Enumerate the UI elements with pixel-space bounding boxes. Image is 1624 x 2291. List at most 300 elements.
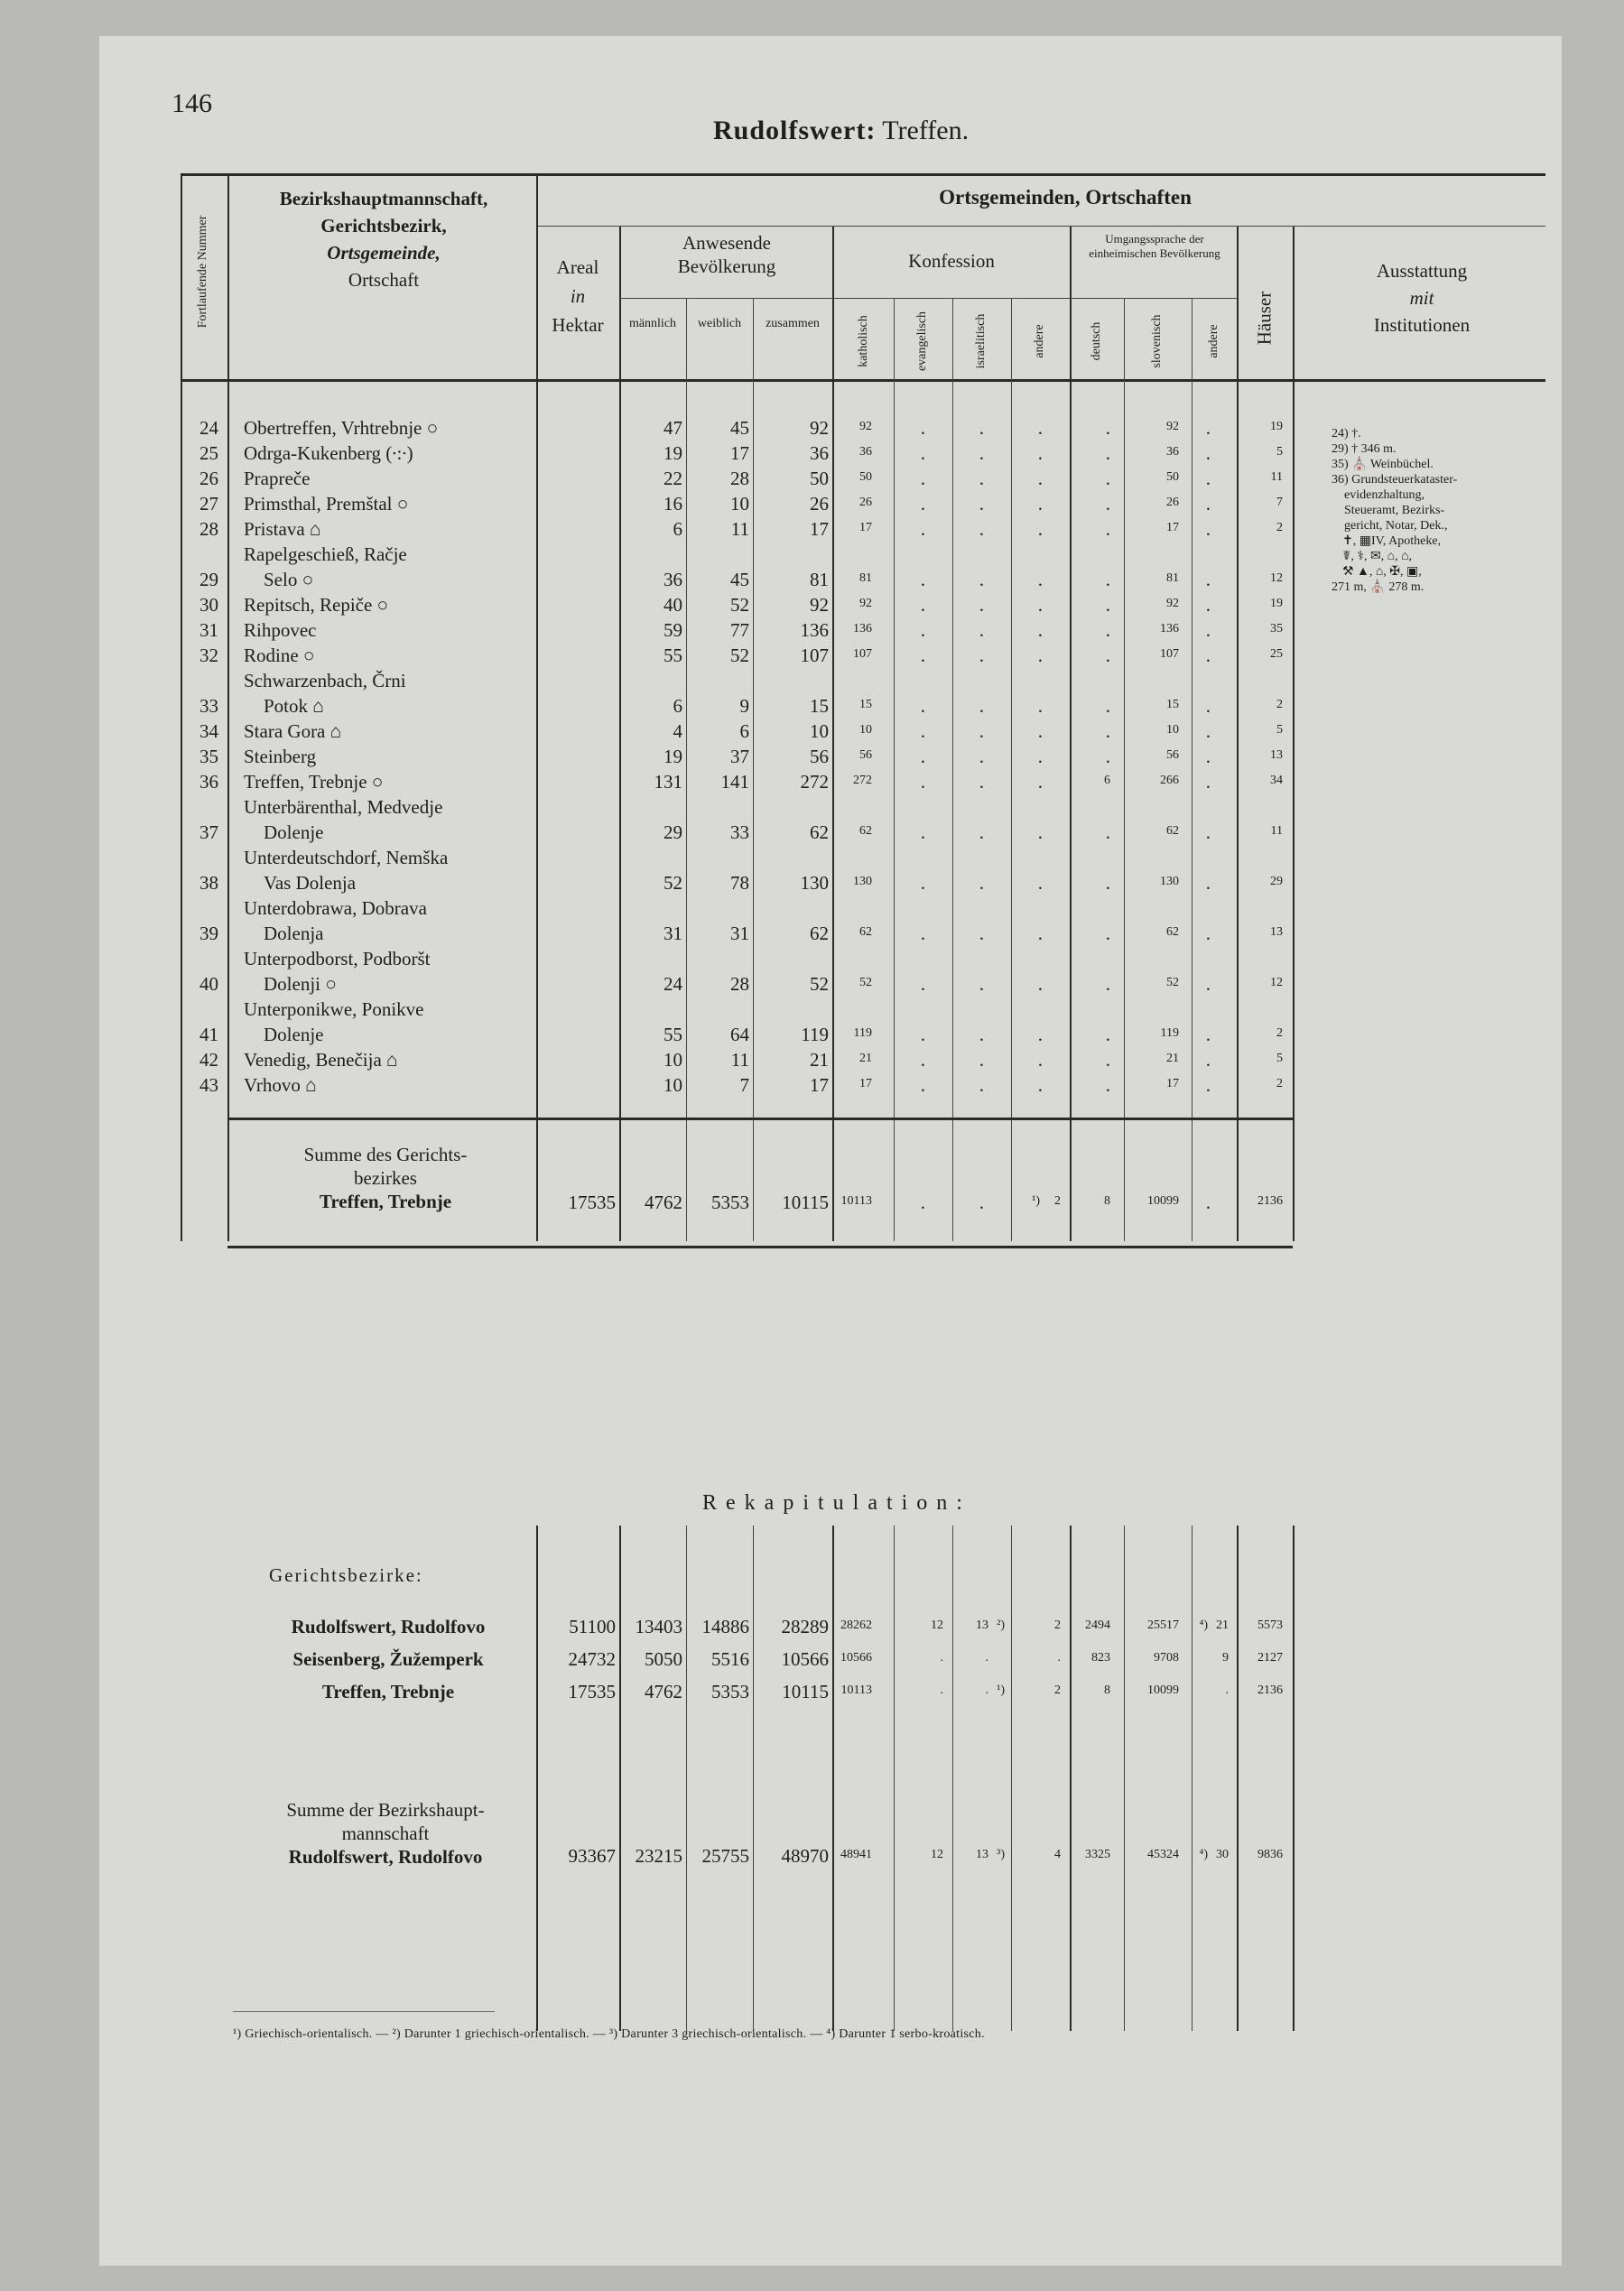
header-name-line: Bezirkshauptmannschaft,: [279, 188, 488, 209]
sum-bh-line: Summe der Bezirkshaupt-: [286, 1799, 485, 1821]
cell-dot: .: [920, 417, 925, 439]
rekap-slovenisch: 9708: [1154, 1651, 1179, 1665]
cell-dot: .: [1037, 468, 1043, 489]
rekap-weiblich: 25755: [701, 1845, 749, 1867]
col-rule: [1293, 226, 1295, 1241]
rekap-haeuser: 5573: [1257, 1619, 1283, 1632]
cell-zusammen: 17: [810, 518, 829, 540]
cell-dot: .: [1037, 619, 1043, 641]
cell-deutsch: .: [1105, 518, 1110, 540]
cell-dot: .: [1037, 594, 1043, 616]
cell-slovenisch: 15: [1166, 698, 1179, 711]
rekap-israelitisch: .: [985, 1651, 988, 1665]
cell-zusammen: 62: [810, 923, 829, 944]
cell-deutsch: .: [1105, 468, 1110, 489]
cell-dot: .: [1037, 1049, 1043, 1071]
cell-dot: .: [1037, 442, 1043, 464]
locality-name: Unterponikwe, Ponikve: [244, 998, 424, 1020]
cell-dot: .: [920, 468, 925, 489]
header-slovenisch: slovenisch: [1150, 314, 1164, 368]
note-line: ✝, ▦IV, Apotheke,: [1342, 534, 1442, 548]
header-andere-konfession: andere: [1033, 324, 1046, 358]
cell-dot: .: [1205, 1024, 1211, 1045]
rekap-areal: 24732: [568, 1648, 616, 1670]
header-anwesende: Anwesende Bevölkerung: [677, 232, 776, 278]
cell-maennlich: 131: [654, 771, 682, 793]
locality-name: Dolenje: [264, 1024, 324, 1045]
cell-zusammen: 107: [800, 645, 829, 666]
cell-zusammen: 52: [810, 973, 829, 995]
cell-weiblich: 28: [730, 973, 749, 995]
header-areal-line: in: [570, 285, 586, 307]
cell-dot: .: [1205, 821, 1211, 843]
cell-maennlich: 59: [664, 619, 682, 641]
running-title: [713, 116, 969, 146]
cell-katholisch: 130: [853, 875, 872, 888]
row-number: 25: [200, 442, 218, 464]
cell-dot: .: [1205, 695, 1211, 717]
cell-katholisch: 50: [859, 470, 872, 484]
cell-dot: .: [979, 923, 984, 944]
row-number: 36: [200, 771, 218, 793]
cell-dot: .: [1205, 468, 1211, 489]
cell-dot: .: [1037, 695, 1043, 717]
cell-dot: .: [1037, 493, 1043, 515]
locality-name: Obertreffen, Vrhtrebnje ○: [244, 417, 439, 439]
cell-dot: .: [979, 746, 984, 767]
rekap-andere-sprache: 21: [1216, 1619, 1229, 1632]
cell-zusammen: 92: [810, 594, 829, 616]
cell-deutsch: .: [1105, 746, 1110, 767]
note-line: 271 m, ⛪ 278 m.: [1332, 580, 1424, 594]
cell-dot: .: [979, 468, 984, 489]
cell-dot: .: [1037, 569, 1043, 590]
cell-deutsch: .: [1105, 1024, 1110, 1045]
header-name-line: Ortschaft: [348, 269, 420, 291]
cell-dot: .: [1205, 973, 1211, 995]
cell-zusammen: 136: [800, 619, 829, 641]
cell-katholisch: 92: [859, 597, 872, 610]
cell-dot: .: [1037, 720, 1043, 742]
cell-dot: .: [1205, 619, 1211, 641]
row-number: 30: [200, 594, 218, 616]
cell-weiblich: 11: [730, 518, 749, 540]
cell-deutsch: .: [1105, 720, 1110, 742]
header-name-column: [233, 185, 534, 293]
cell-haeuser: 5: [1276, 1052, 1283, 1065]
cell-weiblich: 28: [730, 468, 749, 489]
rekap-bezirk-name: Seisenberg, Žužemperk: [292, 1648, 484, 1670]
sum-bh-line: mannschaft: [341, 1823, 430, 1844]
cell-dot: .: [920, 1192, 925, 1213]
cell-dot: .: [1037, 1074, 1043, 1096]
cell-zusammen: 21: [810, 1049, 829, 1071]
cell-katholisch: 107: [853, 647, 872, 661]
cell-dot: .: [1037, 417, 1043, 439]
cell-weiblich: 17: [730, 442, 749, 464]
locality-name: Steinberg: [244, 746, 317, 767]
col-rule: [227, 173, 229, 1241]
cell-katholisch: 136: [853, 622, 872, 635]
rekap-haeuser: 9836: [1257, 1848, 1283, 1861]
cell-slovenisch: 62: [1166, 824, 1179, 838]
cell-dot: .: [979, 645, 984, 666]
cell-deutsch: .: [1105, 923, 1110, 944]
cell-slovenisch: 92: [1166, 597, 1179, 610]
cell-maennlich: 29: [664, 821, 682, 843]
header-name-line: Ortsgemeinde,: [327, 242, 441, 264]
cell-weiblich: 45: [730, 417, 749, 439]
cell-haeuser: 19: [1270, 420, 1283, 433]
cell-haeuser: 2: [1276, 521, 1283, 534]
cell-katholisch: 36: [859, 445, 872, 459]
rekap-katholisch: 48941: [840, 1848, 872, 1861]
cell-maennlich: 24: [664, 973, 682, 995]
locality-name: Unterbärenthal, Medvedje: [244, 796, 443, 818]
locality-name: Dolenje: [264, 821, 324, 843]
cell-slovenisch: 50: [1166, 470, 1179, 484]
cell-haeuser: 19: [1270, 597, 1283, 610]
rekap-evangelisch: 12: [931, 1848, 943, 1861]
sum-katholisch: 10113: [840, 1194, 872, 1208]
cell-weiblich: 31: [730, 923, 749, 944]
note-line: Steueramt, Bezirks-: [1344, 504, 1445, 517]
cell-deutsch: .: [1105, 872, 1110, 894]
cell-dot: .: [1205, 746, 1211, 767]
cell-slovenisch: 107: [1160, 647, 1179, 661]
locality-name: Schwarzenbach, Črni: [244, 670, 406, 691]
cell-dot: .: [979, 569, 984, 590]
sum-bezirk-line: Summe des Gerichts-: [303, 1144, 468, 1165]
cell-slovenisch: 17: [1166, 521, 1179, 534]
cell-dot: .: [920, 695, 925, 717]
cell-weiblich: 11: [730, 1049, 749, 1071]
rekap-weiblich: 5516: [711, 1648, 749, 1670]
cell-haeuser: 2: [1276, 1026, 1283, 1040]
locality-name: Stara Gora ⌂: [244, 720, 342, 742]
cell-weiblich: 6: [739, 720, 749, 742]
sum-weiblich: 5353: [711, 1192, 749, 1213]
cell-dot: .: [1205, 569, 1211, 590]
cell-katholisch: 26: [859, 496, 872, 509]
rekap-note: ¹): [997, 1683, 1005, 1697]
rekap-deutsch: 823: [1091, 1651, 1110, 1665]
row-number: 39: [200, 923, 218, 944]
cell-deutsch: .: [1105, 821, 1110, 843]
rekap-areal: 93367: [568, 1845, 616, 1867]
cell-maennlich: 47: [664, 417, 682, 439]
cell-dot: .: [1205, 1049, 1211, 1071]
cell-haeuser: 12: [1270, 571, 1283, 585]
cell-dot: .: [920, 442, 925, 464]
cell-dot: .: [1205, 417, 1211, 439]
rekap-katholisch: 10566: [840, 1651, 872, 1665]
sum-andere: 2: [1054, 1194, 1061, 1208]
cell-weiblich: 7: [739, 1074, 749, 1096]
cell-weiblich: 9: [739, 695, 749, 717]
note-line: 29) † 346 m.: [1332, 442, 1397, 456]
locality-name: Rapelgeschieß, Račje: [244, 543, 407, 565]
cell-dot: .: [920, 518, 925, 540]
cell-zusammen: 36: [810, 442, 829, 464]
rekap-slovenisch: 45324: [1147, 1848, 1179, 1861]
cell-maennlich: 19: [664, 746, 682, 767]
rekap-note: ⁴): [1199, 1619, 1208, 1632]
row-number: 31: [200, 619, 218, 641]
cell-slovenisch: 56: [1166, 748, 1179, 762]
sum-bezirk-label: [237, 1143, 534, 1213]
cell-zusammen: 10: [810, 720, 829, 742]
page-number: 146: [172, 88, 212, 118]
sum-deutsch: 8: [1104, 1194, 1110, 1208]
row-number: 26: [200, 468, 218, 489]
cell-slovenisch: 26: [1166, 496, 1179, 509]
rekap-maennlich: 13403: [635, 1616, 682, 1637]
cell-katholisch: 52: [859, 976, 872, 989]
rekap-haeuser: 2127: [1257, 1651, 1283, 1665]
cell-dot: .: [979, 518, 984, 540]
sum-zusammen: 10115: [782, 1192, 829, 1213]
header-rule-thin: [619, 298, 1237, 299]
cell-maennlich: 40: [664, 594, 682, 616]
cell-haeuser: 25: [1270, 647, 1283, 661]
note-line: ⚒ ▲, ⌂, ✠, ▣,: [1342, 565, 1422, 579]
header-andere-sprache: andere: [1207, 324, 1220, 358]
header-evangelisch: evangelisch: [915, 311, 929, 372]
cell-katholisch: 62: [859, 925, 872, 939]
header-katholisch: katholisch: [857, 315, 870, 367]
cell-katholisch: 81: [859, 571, 872, 585]
header-bottom-rule: [181, 379, 1545, 382]
row-number: 40: [200, 973, 218, 995]
footnote: ¹) Griechisch-orientalisch. — ²) Darunter 1 griechisch-orientalisch. — ³) Darunter 3 griechisch-orientalisch. — ⁴) Darunter 1 serbo-kroatisch.: [233, 2027, 985, 2041]
cell-weiblich: 64: [730, 1024, 749, 1045]
cell-katholisch: 62: [859, 824, 872, 838]
cell-dot: .: [1205, 594, 1211, 616]
cell-dot: .: [979, 1074, 984, 1096]
sum-haeuser: 2136: [1257, 1194, 1283, 1208]
locality-name: Pristava ⌂: [244, 518, 321, 540]
cell-maennlich: 31: [664, 923, 682, 944]
row-number: 27: [200, 493, 218, 515]
cell-haeuser: 12: [1270, 976, 1283, 989]
row-number: 32: [200, 645, 218, 666]
cell-deutsch: .: [1105, 619, 1110, 641]
sum-bh-label: [237, 1798, 534, 1869]
cell-slovenisch: 92: [1166, 420, 1179, 433]
cell-dot: .: [1205, 923, 1211, 944]
cell-katholisch: 119: [853, 1026, 872, 1040]
header-konfession: Konfession: [908, 250, 995, 272]
cell-zusammen: 92: [810, 417, 829, 439]
cell-dot: .: [979, 771, 984, 793]
cell-dot: .: [979, 1049, 984, 1071]
cell-katholisch: 17: [859, 521, 872, 534]
cell-haeuser: 29: [1270, 875, 1283, 888]
cell-dot: .: [1205, 720, 1211, 742]
cell-dot: .: [920, 1074, 925, 1096]
cell-dot: .: [979, 1192, 984, 1213]
note-line: gericht, Notar, Dek.,: [1344, 519, 1448, 533]
rekapitulation-title: Rekapitulation:: [702, 1491, 971, 1515]
locality-name: Unterdeutschdorf, Nemška: [244, 847, 449, 868]
cell-dot: .: [920, 493, 925, 515]
header-rule-thin: [538, 226, 1545, 227]
rekap-andere-sprache: 30: [1216, 1848, 1229, 1861]
cell-zusammen: 56: [810, 746, 829, 767]
rekap-weiblich: 5353: [711, 1681, 749, 1702]
cell-maennlich: 4: [673, 720, 682, 742]
cell-maennlich: 22: [664, 468, 682, 489]
gerichtsbezirke-label: Gerichtsbezirke:: [269, 1564, 423, 1586]
cell-dot: .: [979, 442, 984, 464]
cell-haeuser: 2: [1276, 698, 1283, 711]
rekap-note: ³): [997, 1848, 1005, 1861]
cell-dot: .: [1037, 872, 1043, 894]
header-ausstattung-line: Institutionen: [1373, 314, 1471, 336]
cell-katholisch: 15: [859, 698, 872, 711]
cell-slovenisch: 130: [1160, 875, 1179, 888]
cell-zusammen: 62: [810, 821, 829, 843]
rekap-israelitisch: 13: [976, 1848, 988, 1861]
header-zusammen: zusammen: [766, 317, 820, 330]
rekap-note: ²): [997, 1619, 1005, 1632]
cell-zusammen: 26: [810, 493, 829, 515]
cell-dot: .: [1037, 518, 1043, 540]
rekap-areal: 51100: [569, 1616, 616, 1637]
locality-name: Dolenji ○: [264, 973, 337, 995]
cell-slovenisch: 266: [1160, 774, 1179, 787]
cell-slovenisch: 81: [1166, 571, 1179, 585]
cell-katholisch: 56: [859, 748, 872, 762]
cell-dot: .: [1037, 821, 1043, 843]
rekap-slovenisch: 10099: [1147, 1683, 1179, 1697]
rekap-bezirk-name: Rudolfswert, Rudolfovo: [291, 1616, 486, 1637]
cell-maennlich: 6: [673, 518, 682, 540]
cell-dot: .: [1037, 1024, 1043, 1045]
header-weiblich: weiblich: [697, 317, 742, 330]
cell-dot: .: [1205, 645, 1211, 666]
cell-weiblich: 45: [730, 569, 749, 590]
cell-dot: .: [979, 695, 984, 717]
cell-dot: .: [920, 1024, 925, 1045]
locality-name: Unterpodborst, Podboršt: [244, 948, 431, 969]
rekap-col-rule: [952, 1526, 953, 2031]
cell-haeuser: 11: [1270, 470, 1283, 484]
cell-haeuser: 5: [1276, 723, 1283, 737]
sum-areal: 17535: [568, 1192, 616, 1213]
cell-weiblich: 78: [730, 872, 749, 894]
rekap-col-rule: [1237, 1526, 1239, 2031]
cell-dot: .: [1205, 493, 1211, 515]
header-maennlich: männlich: [628, 317, 677, 330]
rekap-note: ⁴): [1199, 1848, 1208, 1861]
cell-deutsch: .: [1105, 973, 1110, 995]
cell-dot: .: [1205, 442, 1211, 464]
cell-zusammen: 119: [801, 1024, 829, 1045]
cell-slovenisch: 52: [1166, 976, 1179, 989]
header-lfd-nr: Fortlaufende Nummer: [196, 215, 209, 329]
cell-dot: .: [979, 417, 984, 439]
rekap-col-rule: [832, 1526, 834, 2031]
header-ausstattung-line: mit: [1409, 287, 1434, 309]
cell-weiblich: 37: [730, 746, 749, 767]
footnote-rule: [233, 2011, 495, 2012]
cell-dot: .: [920, 973, 925, 995]
rekap-andere: 4: [1054, 1848, 1061, 1861]
cell-dot: .: [1037, 973, 1043, 995]
cell-dot: .: [979, 973, 984, 995]
cell-deutsch: .: [1105, 645, 1110, 666]
note-line: ☤, ⚕, ✉, ⌂, ⌂,: [1342, 550, 1412, 563]
locality-name: Selo ○: [264, 569, 314, 590]
locality-name: Treffen, Trebnje ○: [244, 771, 384, 793]
rekap-deutsch: 8: [1104, 1683, 1110, 1697]
rekap-col-rule: [753, 1526, 754, 2031]
rekap-col-rule: [1293, 1526, 1295, 2031]
header-haeuser: Häuser: [1253, 291, 1276, 346]
note-line: evidenzhaltung,: [1344, 488, 1425, 502]
sum-top-rule: [227, 1118, 1293, 1120]
cell-maennlich: 36: [664, 569, 682, 590]
cell-weiblich: 52: [730, 645, 749, 666]
header-ausstattung: [1300, 257, 1544, 339]
cell-dot: .: [920, 872, 925, 894]
cell-dot: .: [920, 746, 925, 767]
rekap-maennlich: 4762: [645, 1681, 682, 1702]
cell-deutsch: .: [1105, 1049, 1110, 1071]
note-line: 36) Grundsteuerkataster-: [1332, 473, 1458, 487]
cell-haeuser: 13: [1270, 748, 1283, 762]
sum-bh-line: Rudolfswert, Rudolfovo: [288, 1846, 483, 1868]
cell-slovenisch: 36: [1166, 445, 1179, 459]
cell-dot: .: [920, 771, 925, 793]
cell-dot: .: [1037, 771, 1043, 793]
row-number: 42: [200, 1049, 218, 1071]
rekap-zusammen: 48970: [781, 1845, 829, 1867]
header-deutsch: deutsch: [1090, 321, 1103, 361]
cell-dot: .: [979, 619, 984, 641]
rekap-evangelisch: 12: [931, 1619, 943, 1632]
rekap-zusammen: 10566: [781, 1648, 829, 1670]
cell-dot: .: [1205, 1192, 1211, 1213]
rekap-andere: 2: [1054, 1683, 1061, 1697]
ausstattung-notes: [1332, 426, 1557, 595]
cell-haeuser: 35: [1270, 622, 1283, 635]
rekap-andere-sprache: 9: [1222, 1651, 1229, 1665]
running-title-sub: Treffen.: [882, 116, 970, 145]
cell-weiblich: 33: [730, 821, 749, 843]
cell-dot: .: [979, 1024, 984, 1045]
locality-name: Vrhovo ⌂: [244, 1074, 317, 1096]
cell-dot: .: [920, 594, 925, 616]
header-areal-line: Hektar: [552, 314, 604, 336]
rekap-col-rule: [1124, 1526, 1125, 2031]
rekap-deutsch: 3325: [1085, 1848, 1110, 1861]
cell-deutsch: .: [1105, 1074, 1110, 1096]
rekap-maennlich: 5050: [645, 1648, 682, 1670]
rekap-deutsch: 2494: [1085, 1619, 1110, 1632]
cell-maennlich: 19: [664, 442, 682, 464]
cell-katholisch: 17: [859, 1077, 872, 1090]
rekap-evangelisch: .: [940, 1683, 943, 1697]
sum-slovenisch: 10099: [1147, 1194, 1179, 1208]
header-areal: [538, 253, 617, 339]
header-ausstattung-line: Ausstattung: [1376, 260, 1468, 282]
locality-name: Vas Dolenja: [264, 872, 357, 894]
rekap-weiblich: 14886: [701, 1616, 749, 1637]
cell-slovenisch: 136: [1160, 622, 1179, 635]
